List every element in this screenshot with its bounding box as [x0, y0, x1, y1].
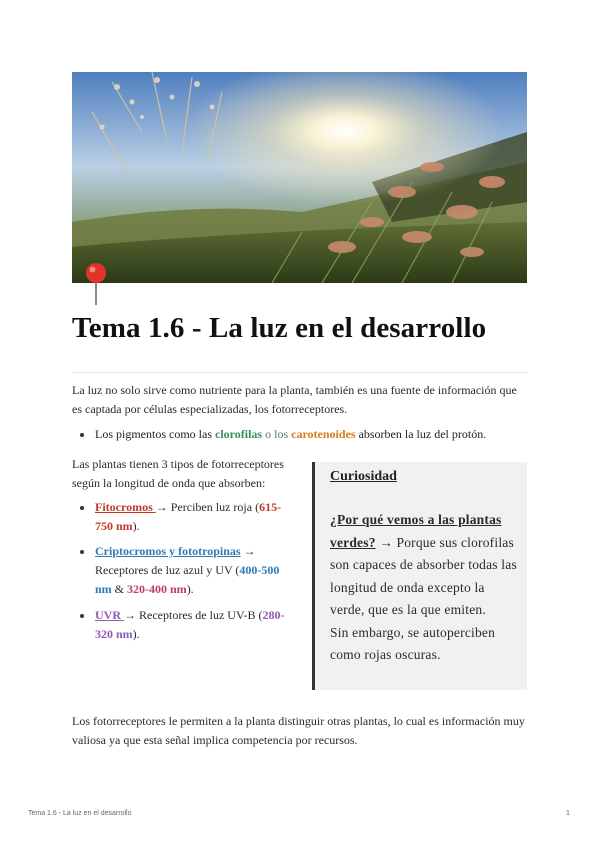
receptor-item-fitocromos	[95, 498, 295, 536]
bullet-dot	[80, 614, 84, 618]
carotenoides-term: carotenoides	[291, 427, 356, 441]
page-title: Tema 1.6 - La luz en el desarrollo	[72, 312, 487, 344]
callout-question: ¿Por qué vemos a las plantas verdes?	[330, 512, 502, 550]
bullet-dot	[80, 550, 84, 554]
uvr-link[interactable]: UVR	[95, 608, 124, 622]
bullet-dot	[80, 433, 84, 437]
title-divider	[72, 372, 527, 373]
receptor-text: → Perciben luz roja (	[155, 500, 260, 514]
receptor-amp: &	[111, 582, 128, 596]
pigments-text-before: Los pigmentos como las	[95, 427, 215, 441]
receptor-end: ).	[132, 519, 140, 533]
receptor-item-uvr	[95, 606, 295, 644]
receptor-item-criptocromos	[95, 542, 295, 599]
receptor-text: → Receptores de luz UV-B (	[124, 608, 263, 622]
criptocromos-link[interactable]: Criptocromos y fototropinas	[95, 544, 241, 558]
page-number: 1	[566, 810, 570, 817]
round-pushpin-icon	[84, 262, 108, 306]
intro-paragraph: La luz no solo sirve como nutriente para la planta, también es una fuente de información que es captada por células especializadas, los fotorreceptores.	[72, 383, 517, 416]
receptors-intro: Las plantas tienen 3 tipos de fotorreceptores según la longitud de onda que absorben:	[72, 457, 284, 490]
cover-image	[72, 72, 527, 283]
wavelength-value: 615-750 nm	[95, 500, 282, 533]
footer-title: Tema 1.6 - La luz en el desarrollo	[28, 810, 132, 817]
pigments-text-after: absorben la luz del protón.	[355, 427, 487, 441]
pigments-connector: o los	[262, 427, 292, 441]
receptor-text: → Receptores de luz azul y UV (	[95, 544, 256, 577]
callout-extra: Sin embargo, se autoperciben como rojas oscuras.	[330, 624, 496, 662]
callout-body	[330, 509, 519, 667]
wavelength-value: 320-400 nm	[127, 582, 187, 596]
closing-paragraph: Los fotorreceptores le permiten a la planta distinguir otras plantas, lo cual es información muy valiosa ya que esta señal implica competencia por recursos.	[72, 714, 525, 747]
callout-answer: → Porque sus clorofilas son capaces de absorber todas las longitud de onda excepto la verde, que es la que emiten.	[330, 534, 517, 617]
wavelength-value: 280-320 nm	[95, 608, 285, 641]
pigments-bullet	[95, 425, 486, 444]
receptor-end: ).	[132, 627, 140, 641]
wavelength-value: 400-500 nm	[95, 563, 280, 596]
receptor-end: ).	[186, 582, 194, 596]
curiosity-callout	[312, 462, 527, 690]
bullet-dot	[80, 506, 84, 510]
fitocromos-link[interactable]: Fitocromos	[95, 500, 156, 514]
callout-title: Curiosidad	[330, 469, 397, 484]
clorofilas-term: clorofilas	[215, 427, 263, 441]
